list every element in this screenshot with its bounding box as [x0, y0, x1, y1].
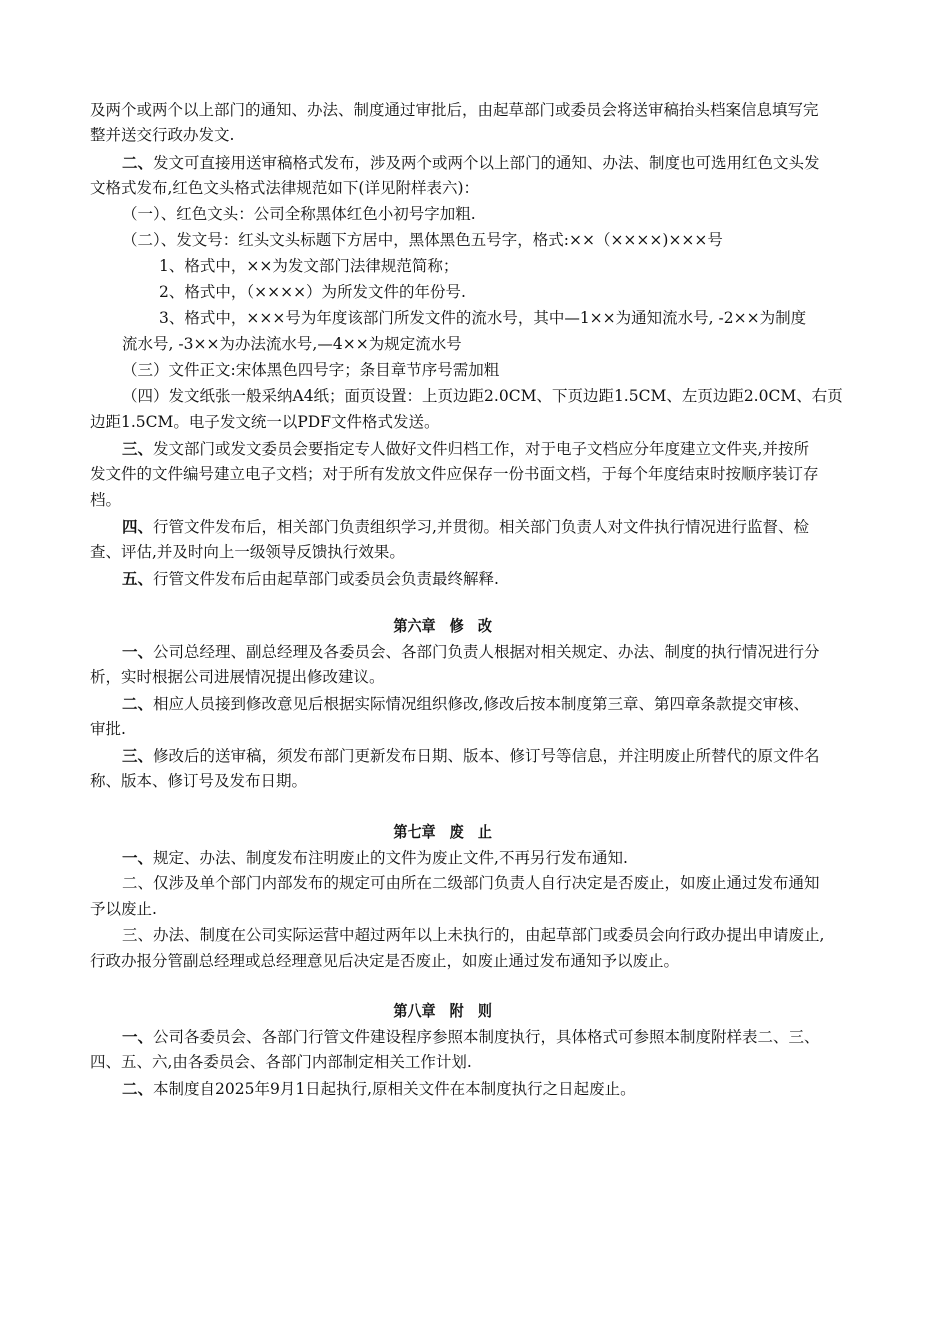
clause-text: 行管文件发布后，相关部门负责组织学习,并贯彻。相关部门负责人对文件执行情况进行监督、检 — [153, 518, 809, 536]
list-item: 3、格式中，×××号为年度该部门所发文件的流水号，其中—1××为通知流水号, -2××为制度 — [159, 309, 807, 327]
chapter-6-heading: 第六章 修 改 — [393, 616, 492, 635]
clause-number: 三、 — [122, 746, 154, 765]
paragraph-line: 查、评估,并及时向上一级领导反馈执行效果。 — [90, 543, 405, 561]
paragraph-line — [122, 1025, 820, 1049]
clause-text: 规定、办法、制度发布注明废止的文件为废止文件,不再另行发布通知. — [153, 849, 628, 867]
paragraph-line — [122, 515, 809, 539]
paragraph-line — [122, 151, 820, 175]
list-item: （二）、发文号：红头文头标题下方居中，黑体黑色五号字，格式:××（××××)×××号 — [122, 231, 723, 249]
paragraph-line — [122, 846, 628, 870]
paragraph-line — [122, 567, 499, 591]
paragraph-line: 四、五、六,由各委员会、各部门内部制定相关工作计划. — [90, 1053, 472, 1071]
paragraph-line — [122, 744, 820, 768]
chapter-8-heading: 第八章 附 则 — [393, 1001, 492, 1020]
clause-number: 二、 — [122, 694, 154, 713]
clause-text: 发文部门或发文委员会要指定专人做好文件归档工作，对于电子文档应分年度建立文件夹,并按所 — [153, 440, 809, 458]
paragraph-line — [122, 1077, 636, 1101]
paragraph-line: 审批. — [90, 720, 126, 738]
paragraph-line: 二、仅涉及单个部门内部发布的规定可由所在二级部门负责人自行决定是否废止，如废止通过发布通知 — [122, 874, 820, 892]
clause-number: 二、 — [122, 1079, 154, 1098]
paragraph-line — [122, 437, 809, 461]
clause-text: 相应人员接到修改意见后根据实际情况组织修改,修改后按本制度第三章、第四章条款提交审核、 — [153, 695, 809, 713]
paragraph-line: 整并送交行政办发文. — [90, 126, 235, 144]
paragraph-line: 档。 — [90, 491, 122, 509]
clause-number: 五、 — [122, 569, 154, 588]
paragraph-line: 三、办法、制度在公司实际运营中超过两年以上未执行的，由起草部门或委员会向行政办提出申请废止, — [122, 926, 825, 944]
list-item: （四）发文纸张一般采纳A4纸；面页设置：上页边距2.0CM、下页边距1.5CM、左页边距2.0CM、右页 — [122, 387, 843, 405]
list-item: （三）文件正文:宋体黑色四号字；条目章节序号需加粗 — [122, 361, 500, 379]
list-item: （一）、红色文头：公司全称黑体红色小初号字加粗. — [122, 205, 476, 223]
paragraph-line: 文格式发布,红色文头格式法律规范如下(详见附样表六)： — [90, 179, 480, 197]
clause-text: 本制度自2025年9月1日起执行,原相关文件在本制度执行之日起废止。 — [153, 1080, 636, 1098]
paragraph-line — [122, 640, 820, 664]
clause-number: 一、 — [122, 1027, 154, 1046]
paragraph-line: 称、版本、修订号及发布日期。 — [90, 772, 308, 790]
list-item: 2、格式中，（××××）为所发文件的年份号. — [159, 283, 466, 301]
clause-number: 三、 — [122, 439, 154, 458]
paragraph-line — [122, 692, 809, 716]
list-item: 1、格式中，××为发文部门法律规范简称； — [159, 257, 459, 275]
list-item: 流水号, -3××为办法流水号,—4××为规定流水号 — [122, 335, 462, 353]
clause-text: 公司总经理、副总经理及各委员会、各部门负责人根据对相关规定、办法、制度的执行情况进行分 — [153, 643, 820, 661]
chapter-7-heading: 第七章 废 止 — [393, 822, 492, 841]
clause-text: 修改后的送审稿，须发布部门更新发布日期、版本、修订号等信息，并注明废止所替代的原文件名 — [153, 747, 820, 765]
clause-text: 行管文件发布后由起草部门或委员会负责最终解释. — [153, 570, 499, 588]
paragraph-line: 行政办报分管副总经理或总经理意见后决定是否废止，如废止通过发布通知予以废止。 — [90, 952, 680, 970]
clause-text: 发文可直接用送审稿格式发布，涉及两个或两个以上部门的通知、办法、制度也可选用红色文头发 — [153, 154, 820, 172]
clause-number: 四、 — [122, 517, 154, 536]
clause-text: 公司各委员会、各部门行管文件建设程序参照本制度执行，具体格式可参照本制度附样表二、三、 — [153, 1028, 820, 1046]
clause-number: 二、 — [122, 153, 154, 172]
paragraph-line: 发文件的文件编号建立电子文档；对于所有发放文件应保存一份书面文档，于每个年度结束时按顺序装订存 — [90, 465, 819, 483]
clause-number: 一、 — [122, 642, 154, 661]
paragraph-line: 予以废止. — [90, 900, 157, 918]
paragraph-line: 及两个或两个以上部门的通知、办法、制度通过审批后，由起草部门或委员会将送审稿抬头档案信息填写完 — [90, 101, 819, 119]
list-item: 边距1.5CM。电子发文统一以PDF文件格式发送。 — [90, 413, 440, 431]
clause-number: 一、 — [122, 848, 154, 867]
paragraph-line: 析，实时根据公司进展情况提出修改建议。 — [90, 668, 385, 686]
